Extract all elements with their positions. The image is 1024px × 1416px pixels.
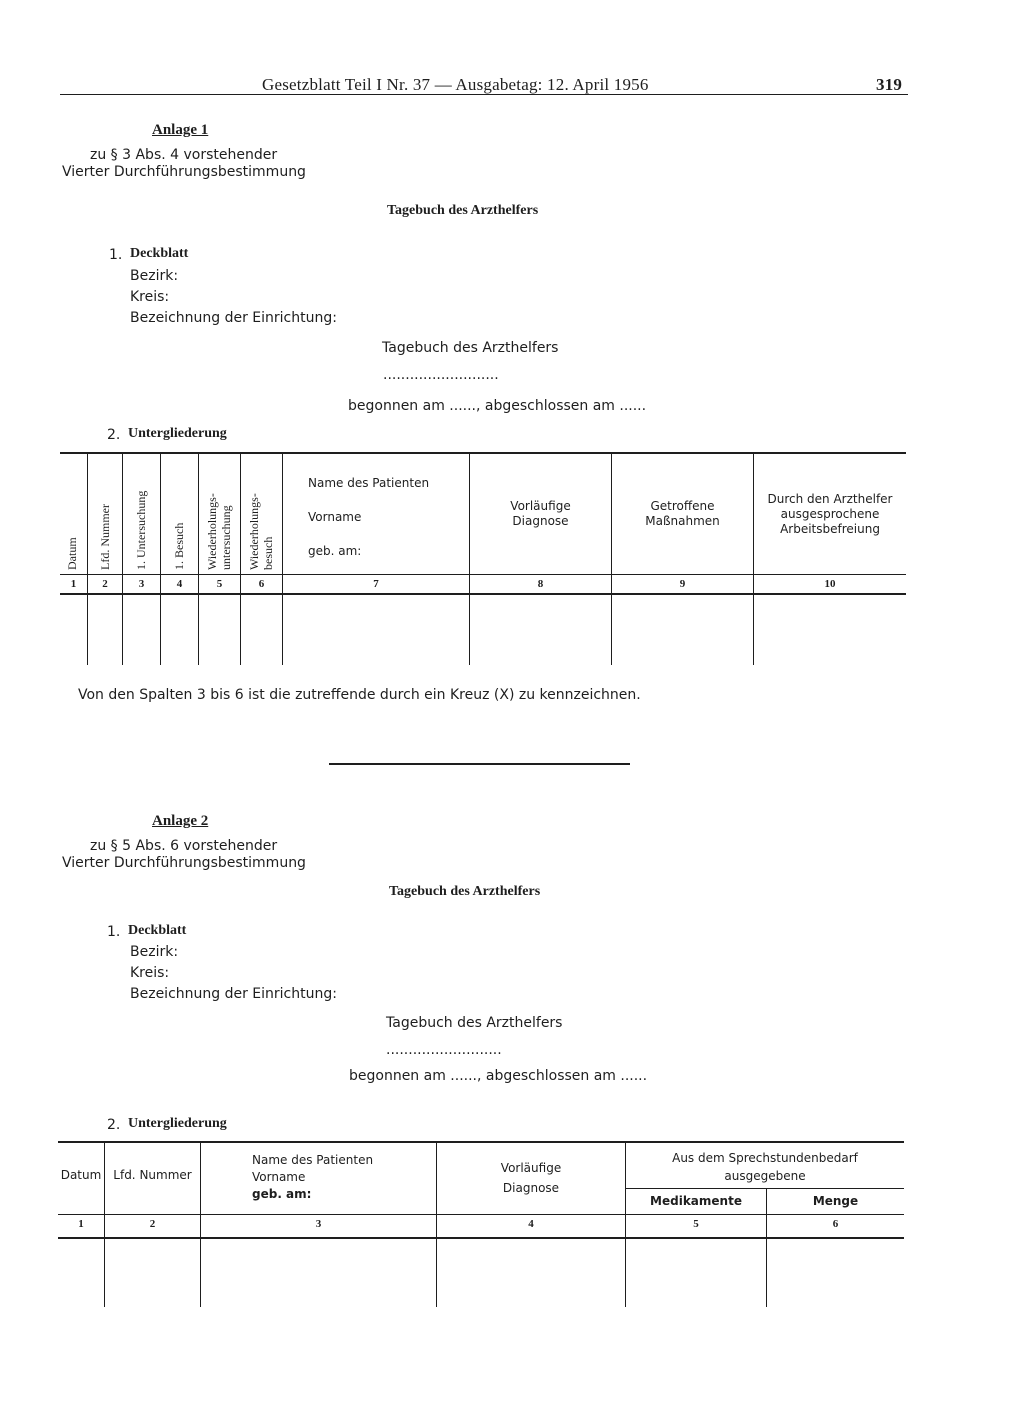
anlage-2-field-bezirk: Bezirk: — [130, 944, 179, 960]
table-2-number-rule — [58, 1237, 904, 1239]
anlage-1-instruction-note: Von den Spalten 3 bis 6 ist die zutreffende durch ein Kreuz (X) zu kennzeichnen. — [78, 687, 641, 703]
anlage-2-reference-line-2: Vierter Durchführungsbestimmung — [62, 855, 306, 871]
table-2-column-number: 5 — [693, 1218, 699, 1230]
anlage-2-cover-dates: begonnen am ......, abgeschlossen am ...... — [349, 1068, 648, 1084]
anlage-1-section-1-title: Deckblatt — [130, 246, 189, 261]
table-1-column-number: 7 — [373, 578, 379, 590]
table-1-header-massnahmen-2: Maßnahmen — [645, 514, 720, 528]
anlage-2-book-title: Tagebuch des Arzthelfers — [389, 884, 541, 899]
table-1-header-wiederholungsuntersuchung-2: untersuchung — [219, 505, 233, 570]
table-1-header-arbeitsbefreiung-1: Durch den Arzthelfer — [767, 492, 893, 506]
anlage-1-reference-line-2: Vierter Durchführungsbestimmung — [62, 164, 306, 180]
table-1-column-number: 2 — [102, 578, 108, 590]
anlage-2-field-kreis: Kreis: — [130, 965, 170, 981]
anlage-1-cover-dates: begonnen am ......, abgeschlossen am ...... — [348, 398, 647, 414]
table-1-header-vorname: Vorname — [308, 510, 362, 524]
table-1-col-divider — [282, 453, 283, 665]
table-1-column-number: 1 — [70, 578, 77, 590]
anlage-1-heading: Anlage 1 — [152, 122, 209, 138]
table-2-header-geburtsdatum: geb. am: — [252, 1187, 312, 1201]
table-2-header-sprechstundenbedarf-2: ausgegebene — [724, 1169, 806, 1183]
anlage-1-section-2-title: Untergliederung — [128, 426, 227, 441]
anlage-1-field-kreis: Kreis: — [130, 289, 170, 305]
table-1-header-datum: Datum — [65, 537, 79, 570]
anlage-2-reference-line-1: zu § 5 Abs. 6 vorstehender — [90, 838, 278, 854]
anlage-1-book-title: Tagebuch des Arzthelfers — [387, 203, 539, 218]
anlage-2-heading: Anlage 2 — [152, 813, 209, 829]
table-1-col-divider — [122, 453, 123, 665]
table-1-column-number: 5 — [216, 578, 223, 590]
table-2-header-sprechstundenbedarf-1: Aus dem Sprechstundenbedarf — [672, 1151, 858, 1165]
table-1-top-rule — [60, 452, 906, 454]
table-1-header-rule — [60, 574, 906, 575]
table-2-header-menge: Menge — [812, 1194, 859, 1208]
anlage-2-section-1-title: Deckblatt — [128, 923, 187, 938]
table-1-header-name-patient: Name des Patienten — [308, 476, 430, 490]
table-1-header-diagnose-1: Vorläufige — [510, 499, 571, 513]
anlage-1-field-einrichtung: Bezeichnung der Einrichtung: — [130, 310, 337, 326]
table-1-col-divider — [198, 453, 199, 665]
table-1-header-arbeitsbefreiung-2: ausgesprochene — [780, 507, 880, 521]
table-1-col-divider — [611, 453, 612, 665]
table-1-header-geburtsdatum: geb. am: — [308, 544, 362, 558]
table-1-col-divider — [469, 453, 470, 665]
page-number: 319 — [876, 75, 903, 94]
table-2-column-number: 1 — [78, 1218, 84, 1230]
table-2-header-lfd-nummer: Lfd. Nummer — [113, 1168, 192, 1182]
table-1-col-divider — [753, 453, 754, 665]
anlage-1-section-1-number: 1. — [109, 247, 123, 263]
table-2-header-rule — [58, 1214, 904, 1215]
anlage-1-cover-dots: .......................... — [383, 367, 499, 383]
section-separator — [329, 763, 630, 765]
gazette-header-title: Gesetzblatt Teil I Nr. 37 — Ausgabetag: 12. April 1956 — [262, 75, 649, 94]
table-1-header-wiederholungsbesuch-1: Wiederholungs- — [247, 493, 261, 570]
table-1-col-divider — [240, 453, 241, 665]
table-2-header-name-patient: Name des Patienten — [252, 1153, 374, 1167]
table-1-col-divider — [87, 453, 88, 665]
anlage-2-section-2-number: 2. — [107, 1117, 121, 1133]
table-1-header-diagnose-2: Diagnose — [512, 514, 569, 528]
table-1-header-erste-untersuchung: 1. Untersuchung — [134, 490, 148, 570]
table-1-header-wiederholungsuntersuchung-1: Wiederholungs- — [205, 493, 219, 570]
table-2-column-number: 4 — [528, 1218, 534, 1230]
table-1-header-wiederholungsbesuch-2: besuch — [261, 536, 275, 570]
anlage-1-reference-line-1: zu § 3 Abs. 4 vorstehender — [90, 147, 278, 163]
anlage-2-section-1-number: 1. — [107, 924, 121, 940]
table-2-column-number: 3 — [315, 1218, 322, 1230]
table-1-header-massnahmen-1: Getroffene — [650, 499, 715, 513]
table-1-number-rule — [60, 593, 906, 595]
table-2-header-medikamente: Medikamente — [650, 1194, 742, 1208]
anlage-1-section-2-number: 2. — [107, 427, 121, 443]
anlage-1-field-bezirk: Bezirk: — [130, 268, 179, 284]
table-2-header-datum: Datum — [60, 1168, 102, 1182]
table-1-header-arbeitsbefreiung-3: Arbeitsbefreiung — [780, 522, 880, 536]
table-1-column-number: 3 — [138, 578, 145, 590]
table-2-header-vorname: Vorname — [252, 1170, 306, 1184]
table-2-top-rule — [58, 1141, 904, 1143]
table-1-col-divider — [160, 453, 161, 665]
table-2-subheader-rule — [625, 1188, 904, 1189]
table-1-header-lfd-nummer: Lfd. Nummer — [98, 504, 112, 570]
anlage-1-cover-title: Tagebuch des Arzthelfers — [382, 340, 559, 356]
anlage-2-cover-dots: .......................... — [386, 1042, 502, 1058]
table-2-column-number: 2 — [149, 1218, 156, 1230]
table-2-header-diagnose-1: Vorläufige — [500, 1161, 562, 1175]
table-2-header-diagnose-2: Diagnose — [502, 1181, 560, 1195]
table-1-column-number: 6 — [258, 578, 265, 590]
anlage-2-section-2-title: Untergliederung — [128, 1116, 227, 1131]
anlage-2-cover-title: Tagebuch des Arzthelfers — [386, 1015, 563, 1031]
table-1-column-number: 10 — [824, 578, 836, 590]
anlage-2-field-einrichtung: Bezeichnung der Einrichtung: — [130, 986, 337, 1002]
table-1-header-erster-besuch: 1. Besuch — [172, 522, 186, 570]
table-2-column-number: 6 — [832, 1218, 839, 1230]
table-1-column-number: 4 — [176, 578, 183, 590]
table-1-column-number: 8 — [537, 578, 544, 590]
table-1-column-number: 9 — [679, 578, 686, 590]
